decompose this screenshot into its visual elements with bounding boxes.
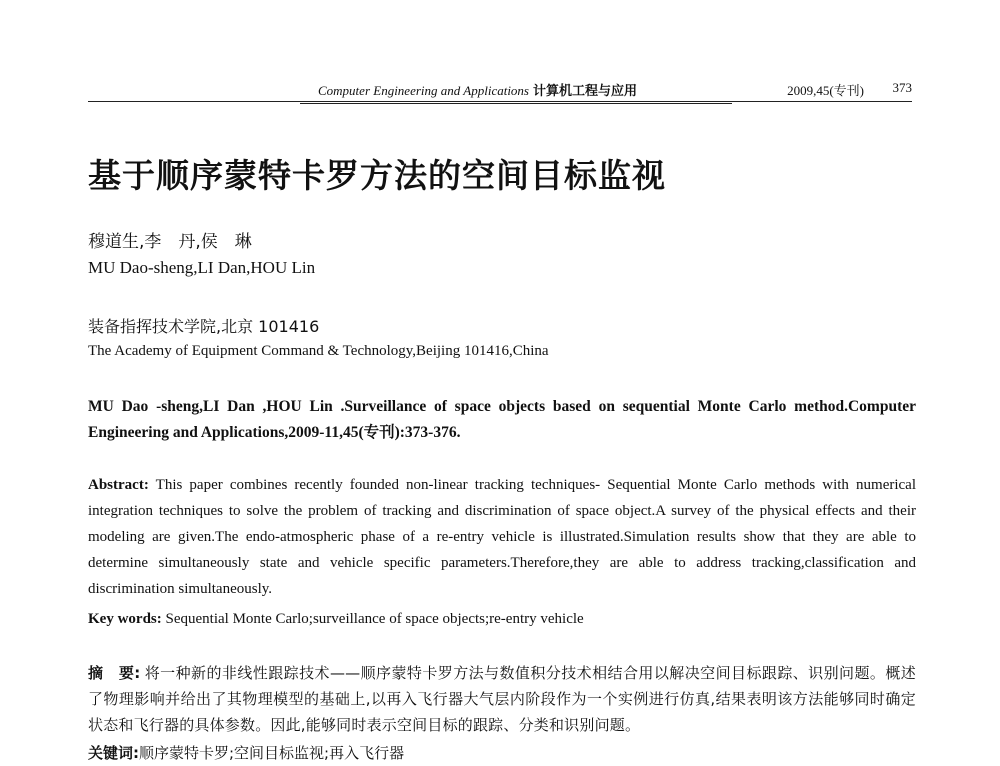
keywords-english — [88, 606, 916, 632]
citation: MU Dao -sheng,LI Dan ,HOU Lin .Surveillance of space objects based on sequential Monte Carlo method.Computer Engineering and Applications,2009-11,45(专刊):373-376. — [88, 398, 916, 441]
header-page-number: 373 — [892, 80, 912, 95]
abstract-english — [88, 472, 916, 602]
keywords-chinese — [88, 740, 404, 766]
abstract-text: This paper combines recently founded non-linear tracking techniques- Sequential Monte Carlo methods with numerical integration techniques to solve the problem of tracking and discrimination of space object.A survey of the physical effects and their modeling are given.The endo-atmospheric phase of a re-entry vehicle is illustrated.Simulation results show that they are able to determine simultaneously state and vehicle specific parameters.Therefore,they are able to address tracking,classification and discrimination simultaneously. — [88, 477, 916, 597]
keywords-label: Key words: — [88, 611, 162, 627]
affiliation-english: The Academy of Equipment Command & Technology,Beijing 101416,China — [88, 343, 549, 359]
header-rule — [88, 101, 912, 102]
keywords-cn-text: 顺序蒙特卡罗;空间目标监视;再入飞行器 — [139, 744, 405, 762]
authors-chinese: 穆道生,李 丹,侯 琳 — [88, 232, 252, 252]
abstract-cn-text: 将一种新的非线性跟踪技术——顺序蒙特卡罗方法与数值积分技术相结合用以解决空间目标跟踪、识别问题。概述了物理影响并给出了其物理模型的基础上,以再入飞行器大气层内阶段作为一个实例进行仿真,结果表明该方法能够同时确定状态和飞行器的具体参数。因此,能够同时表示空间目标的跟踪、分类和识别问题。 — [88, 664, 916, 734]
header-journal — [318, 80, 637, 99]
header-rule-secondary — [300, 103, 732, 104]
keywords-cn-label: 关键词: — [88, 744, 139, 762]
header-journal-cn: 计算机工程与应用 — [533, 84, 638, 99]
header-journal-en: Computer Engineering and Applications — [318, 83, 529, 98]
paper-title: 基于顺序蒙特卡罗方法的空间目标监视 — [88, 156, 666, 195]
running-header — [88, 80, 912, 102]
header-issue: 2009,45(专刊) — [787, 83, 864, 98]
keywords-text: Sequential Monte Carlo;surveillance of space objects;re-entry vehicle — [161, 611, 584, 627]
authors-english: MU Dao-sheng,LI Dan,HOU Lin — [88, 258, 316, 277]
abstract-label: Abstract: — [88, 477, 149, 493]
affiliation-chinese: 装备指挥技术学院,北京 101416 — [88, 317, 320, 336]
abstract-chinese — [88, 660, 916, 738]
abstract-cn-label: 摘 要: — [88, 664, 141, 682]
